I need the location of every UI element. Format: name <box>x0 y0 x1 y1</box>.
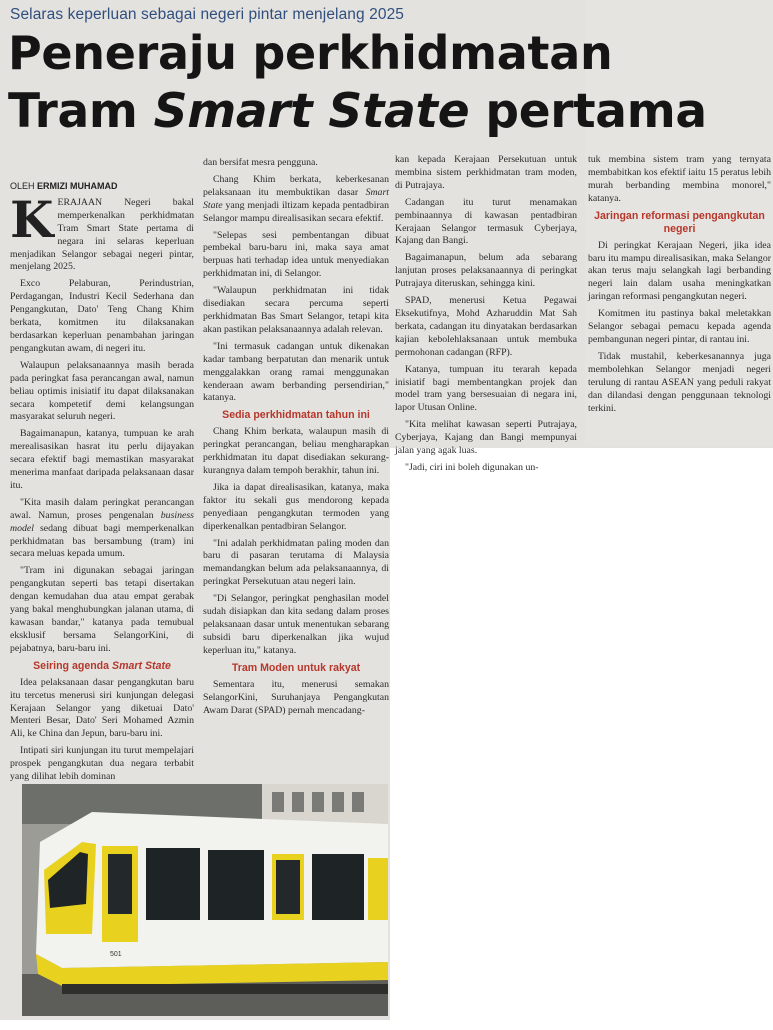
drop-cap: K <box>10 189 54 249</box>
paragraph: "Tram ini digunakan sebagai jaringan pengangkutan seperti bas tetapi disertakan dengan kemudahan dua atau empat gerabak yang bakal menghubungkan jalanan utama, di kawasan bandar," katanya pada temubual eksklusif bersama SelangorKini, di pejabatnya, baru-baru ini. <box>10 565 194 654</box>
tram-undercarriage <box>62 984 388 994</box>
paragraph: "Ini adalah perkhidmatan paling moden dan baru di pasaran terutama di Malaysia memandangkan belum ada pelaksanaannya, di peringkat Persekutuan atau negeri lain. <box>203 537 389 588</box>
paragraph: KERAJAAN Negeri bakal memperkenalkan perkhidmatan Tram Smart State pertama di negara ini selaras keperluan menjadikan Selangor sebagai negeri pintar, menjelang 2025. <box>10 189 194 273</box>
paragraph: Katanya, tumpuan itu terarah kepada inisiatif bagi membentangkan projek dan model tram yang bersesuaian di negara ini, lapor Utusan Online. <box>395 363 577 414</box>
tram-window <box>208 850 264 920</box>
paragraph: Sementara itu, menerusi semakan SelangorKini, Suruhanjaya Pengangkutan Awam Darat (SPAD) pernah mencadang- <box>203 678 389 716</box>
paragraph: "Ini termasuk cadangan untuk dikenakan kadar tambang berpatutan dan menarik untuk menggalakkan orang ramai menggunakan kenderaan awam berbanding persendirian," katanya. <box>203 340 389 404</box>
subhead-smart-state: Seiring agenda Smart State <box>33 659 171 672</box>
paragraph: tuk membina sistem tram yang ternyata membabitkan kos efektif iaitu 15 peratus lebih murah berbanding membina monorel," katanya. <box>588 154 771 204</box>
building-window <box>352 792 364 812</box>
paragraph: Cadangan itu turut menamakan pembinaannya di kawasan pentadbiran Kerajaan Selangor termasuk Cyberjaya, Kajang dan Bangi. <box>395 196 577 247</box>
tram-number: 501 <box>110 951 122 958</box>
paragraph: "Walaupun perkhidmatan ini tidak disediakan secara percuma seperti perkhidmatan Bas Smart Selangor, tetapi kita akan pastikan pelaksanaannya adalah relevan. <box>203 285 389 335</box>
headline-line-2 <box>8 84 707 139</box>
blank-page-strip <box>0 1020 390 1030</box>
byline: OLEH ERMIZI MUHAMAD <box>10 181 118 191</box>
headline-line-1: Peneraju perkhidmatan <box>8 26 613 80</box>
tram-illustration <box>22 784 388 1016</box>
paragraph: SPAD, menerusi Ketua Pegawai Eksekutifnya, Mohd Azharuddin Mat Sah berkata, cadangan itu dinyatakan berdasarkan kajian kebolehlaksanaan untuk membuka permohonan cadangan (RFP). <box>395 295 577 358</box>
headline-pertama: pertama <box>469 84 707 139</box>
blank-page-area <box>390 448 773 1030</box>
kicker: Selaras keperluan sebagai negeri pintar menjelang 2025 <box>10 6 405 23</box>
headline-tram: Tram <box>8 84 154 139</box>
paragraph: Tidak mustahil, keberkesanannya juga membolehkan Selangor menjadi negeri terulung di rantau ASEAN yang peduli rakyat dan dilandasi dengan penggunaan teknologi terkini. <box>588 350 771 414</box>
byline-author: ERMIZI MUHAMAD <box>37 181 118 191</box>
paragraph: "Kita melihat kawasan seperti Putrajaya, Cyberjaya, Kajang dan Bangi mempunyai jalan yang agak luas. <box>395 419 577 457</box>
paragraph: Intipati siri kunjungan itu turut mempelajari prospek pengangkutan dua negara terbabit yang dilihat lebih dominan <box>10 745 194 783</box>
subhead-jaringan-reformasi: Jaringan reformasi pengangkutan negeri <box>594 209 765 235</box>
paragraph: Exco Pelaburan, Perindustrian, Perdagangan, Industri Kecil Sederhana dan Pengangkutan, Dato' Teng Chang Khim berkata, komitmen itu dilaksanakan berdasarkan keperluan penambahan jaringan pengangkutan awam, di negeri itu. <box>10 278 194 354</box>
building-window <box>312 792 324 812</box>
paragraph: Walaupun pelaksanaannya masih berada pada peringkat fasa perancangan awal, namun beliau optimis inisiatif itu dapat dilaksanakan secara kompetetif demi kelangsungan masyarakat seluruh negeri. <box>10 359 194 423</box>
paragraph: Bagaimanapun, katanya, tumpuan ke arah merealisasikan hasrat itu perlu dijayakan secara efektif bagi memastikan masyarakat menerima manfaat daripada pelaksanaan dasar itu. <box>10 428 194 491</box>
article-column-1 <box>10 180 194 788</box>
headline-smart-state: Smart State <box>153 84 470 139</box>
paragraph: "Kita masih dalam peringkat perancangan awal. Namun, proses pengenalan business model sedang dibuat bagi memperkenalkan perkhidmatan bas bersambung (tram) ini secara meluas kepada umum. <box>10 496 194 560</box>
tram-door-window <box>276 860 300 914</box>
paragraph: Chang Khim berkata, keberkesanan pelaksanaan itu membuktikan dasar Smart State yang menjadi iltizam kepada pentadbiran Selangor mampu direalisasikan secara efektif. <box>203 173 389 224</box>
tram-photo <box>22 784 388 1016</box>
tram-window <box>312 854 364 920</box>
article-column-2 <box>203 157 389 721</box>
paragraph: "Selepas sesi pembentangan dibuat pembekal baru-baru ini, maka saya amat berpuas hati terhadap idea untuk menyediakan perkhidmatan ini, di Selangor. <box>203 229 389 280</box>
paragraph: Bagaimanapun, belum ada sebarang lanjutan proses pelaksanaannya di peringkat Putrajaya diteruskan, sehingga kini. <box>395 252 577 290</box>
paragraph: "Di Selangor, peringkat penghasilan model sudah disiapkan dan kita sedang dalam proses pelaksanaan dasar untuk menentukan sebarang subsidi baru diperkenalkan jika wujud keperluan itu," katanya. <box>203 593 389 656</box>
building-window <box>292 792 304 812</box>
tram-door-window <box>108 854 132 914</box>
subhead-tram-moden: Tram Moden untuk rakyat <box>231 661 361 674</box>
subhead-sedia-perkhidmatan: Sedia perkhidmatan tahun ini <box>222 409 370 422</box>
tram-rear-panel <box>368 858 388 920</box>
paragraph: Di peringkat Kerajaan Negeri, jika idea baru itu mampu direalisasikan, maka Selangor akan terus maju selangkah lagi berbanding negeri lain dalam usaha meningkatkan jaringan reformasi pengangkutan negeri. <box>588 239 771 303</box>
article-column-3 <box>395 154 577 479</box>
paragraph: Jika ia dapat direalisasikan, katanya, maka faktor itu sekali gus mendorong kepada penyediaan pengangkutan termoden yang diperkenalkan pentadbiran Selangor. <box>203 481 389 532</box>
paragraph: "Jadi, ciri ini boleh digunakan un- <box>405 461 539 473</box>
tram-window <box>146 848 200 920</box>
paragraph: kan kepada Kerajaan Persekutuan untuk membina sistem perkhidmatan tram moden, di Putrajaya. <box>395 154 577 191</box>
paragraph: dan bersifat mesra pengguna. <box>203 157 318 168</box>
building-window <box>332 792 344 812</box>
paragraph: Idea pelaksanaan dasar pengangkutan baru itu tercetus menerusi siri kunjungan delegasi Kerajaan Selangor yang diketuai Dato' Menteri Besar, Dato' Seri Mohamed Azmin Ali, ke China dan Jepun, baru-baru ini. <box>10 676 194 740</box>
article-column-4 <box>588 154 771 419</box>
building-window <box>272 792 284 812</box>
paragraph: Chang Khim berkata, walaupun masih di peringkat perancangan, beliau mengharapkan perkhidmatan itu dapat disediakan sekurang-kurangnya dalam tempoh berakhir, tahun ini. <box>203 426 389 477</box>
paragraph: Komitmen itu pastinya bakal meletakkan Selangor sebagai pemacu kepada agenda pembangunan negeri pintar, di rantau ini. <box>588 308 771 345</box>
